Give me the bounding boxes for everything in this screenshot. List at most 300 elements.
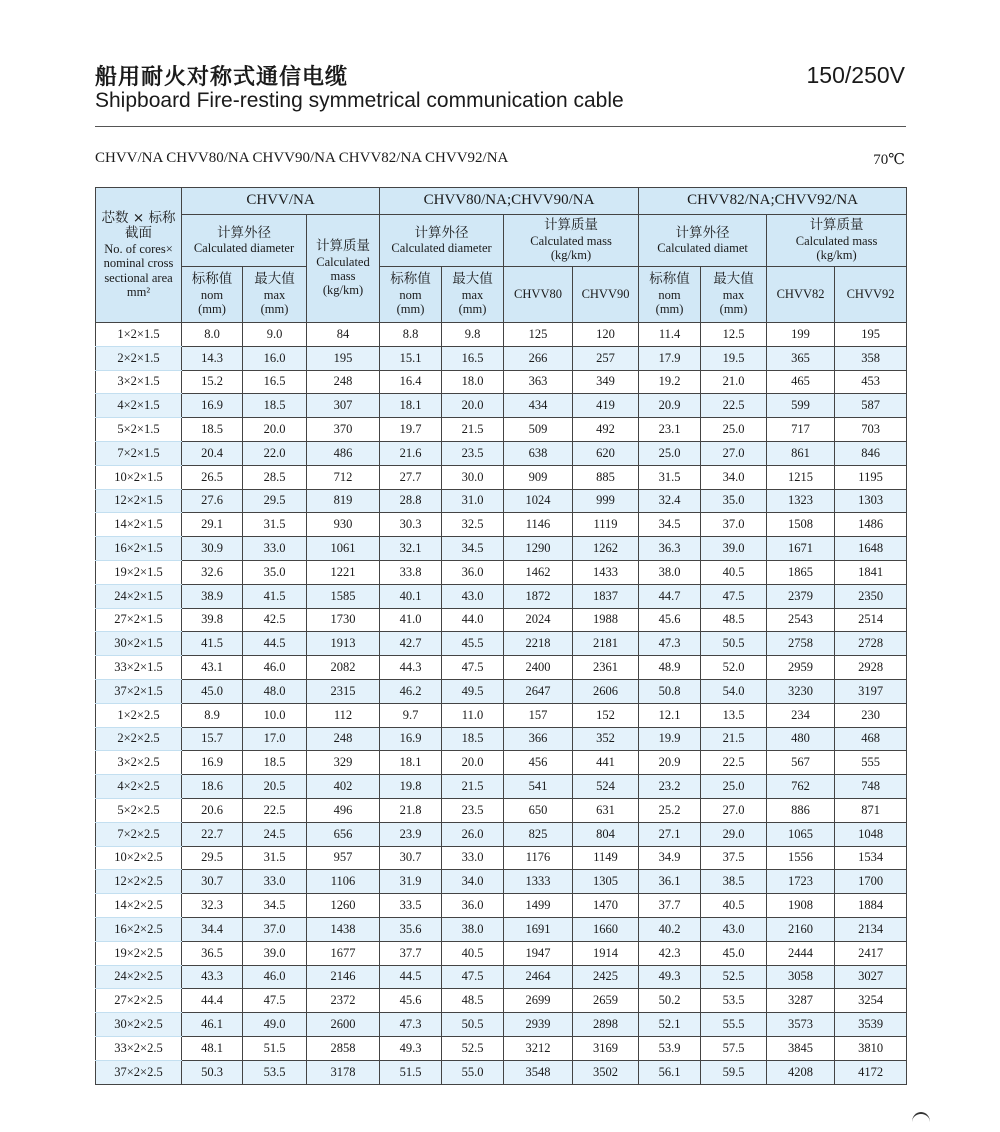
table-cell: 125: [504, 323, 573, 347]
table-cell: 33.0: [243, 870, 307, 894]
table-cell: 112: [307, 703, 380, 727]
table-cell: 40.1: [380, 584, 442, 608]
row-spec-cell: 5×2×1.5: [96, 418, 182, 442]
table-cell: 23.2: [639, 775, 701, 799]
table-cell: 1470: [573, 894, 639, 918]
table-cell: 1462: [504, 560, 573, 584]
row-spec-cell: 12×2×2.5: [96, 870, 182, 894]
table-cell: 22.7: [182, 822, 243, 846]
table-cell: 22.0: [243, 441, 307, 465]
row-spec-cell: 5×2×2.5: [96, 798, 182, 822]
table-row: [96, 703, 907, 727]
table-cell: 45.5: [442, 632, 504, 656]
table-cell: 20.0: [442, 751, 504, 775]
table-cell: 36.5: [182, 941, 243, 965]
table-cell: 48.0: [243, 679, 307, 703]
mass-header-2: [504, 215, 639, 267]
table-cell: 26.5: [182, 465, 243, 489]
table-cell: 47.5: [442, 656, 504, 680]
table-row: [96, 679, 907, 703]
model-list: CHVV/NA CHVV80/NA CHVV90/NA CHVV82/NA CHVV92/NA: [95, 150, 509, 166]
table-cell: 2464: [504, 965, 573, 989]
table-cell: 29.1: [182, 513, 243, 537]
table-cell: 909: [504, 465, 573, 489]
table-row: [96, 1036, 907, 1060]
table-cell: 40.5: [442, 941, 504, 965]
table-row: [96, 727, 907, 751]
table-cell: 46.2: [380, 679, 442, 703]
row-spec-cell: 33×2×2.5: [96, 1036, 182, 1060]
table-row: [96, 798, 907, 822]
table-cell: 39.8: [182, 608, 243, 632]
mass-cn-2: 计算质量: [544, 217, 599, 234]
table-cell: 465: [767, 370, 835, 394]
table-cell: 3027: [835, 965, 907, 989]
table-cell: 930: [307, 513, 380, 537]
table-cell: 47.3: [380, 1013, 442, 1037]
table-cell: 18.5: [182, 418, 243, 442]
table-cell: 1913: [307, 632, 380, 656]
max-header-3: [701, 267, 767, 323]
table-cell: 120: [573, 323, 639, 347]
table-cell: 234: [767, 703, 835, 727]
table-cell: 30.9: [182, 537, 243, 561]
table-row: [96, 584, 907, 608]
table-row: [96, 989, 907, 1013]
table-cell: 47.5: [701, 584, 767, 608]
table-cell: 37.5: [701, 846, 767, 870]
table-cell: 48.9: [639, 656, 701, 680]
max-cn-1: 最大值: [254, 271, 295, 288]
table-cell: 40.2: [639, 917, 701, 941]
diameter-header-3: [639, 215, 767, 267]
table-cell: 34.0: [442, 870, 504, 894]
table-cell: 456: [504, 751, 573, 775]
table-cell: 1677: [307, 941, 380, 965]
table-cell: 32.4: [639, 489, 701, 513]
table-cell: 19.9: [639, 727, 701, 751]
table-cell: 1691: [504, 917, 573, 941]
table-cell: 2647: [504, 679, 573, 703]
table-cell: 3502: [573, 1060, 639, 1084]
nom-unit-3: (mm): [655, 302, 684, 317]
table-cell: 1290: [504, 537, 573, 561]
table-cell: 599: [767, 394, 835, 418]
table-cell: 40.5: [701, 560, 767, 584]
table-cell: 1195: [835, 465, 907, 489]
table-cell: 1146: [504, 513, 573, 537]
table-cell: 248: [307, 370, 380, 394]
table-cell: 2218: [504, 632, 573, 656]
table-cell: 19.2: [639, 370, 701, 394]
table-cell: 480: [767, 727, 835, 751]
table-row: [96, 323, 907, 347]
cores-section-en-1: No. of cores×: [104, 241, 173, 256]
table-cell: 2160: [767, 917, 835, 941]
table-cell: 37.7: [380, 941, 442, 965]
row-spec-cell: 27×2×2.5: [96, 989, 182, 1013]
max-cn-3: 最大值: [713, 271, 754, 288]
table-cell: 22.5: [243, 798, 307, 822]
table-cell: 49.3: [380, 1036, 442, 1060]
table-row: [96, 560, 907, 584]
mass-unit-1: (kg/km): [322, 283, 364, 298]
table-cell: 50.5: [442, 1013, 504, 1037]
row-spec-cell: 16×2×1.5: [96, 537, 182, 561]
table-cell: 2444: [767, 941, 835, 965]
table-cell: 199: [767, 323, 835, 347]
table-cell: 16.0: [243, 346, 307, 370]
nom-en-3: nom: [658, 287, 681, 302]
table-cell: 21.6: [380, 441, 442, 465]
nom-en-2: nom: [399, 287, 422, 302]
diameter-header-2: [380, 215, 504, 267]
max-header-1: [243, 267, 307, 323]
table-cell: 22.5: [701, 751, 767, 775]
table-cell: 712: [307, 465, 380, 489]
table-cell: 45.0: [182, 679, 243, 703]
table-cell: 41.0: [380, 608, 442, 632]
table-cell: 42.7: [380, 632, 442, 656]
table-cell: 32.5: [442, 513, 504, 537]
table-cell: 23.9: [380, 822, 442, 846]
table-cell: 54.0: [701, 679, 767, 703]
table-cell: 49.0: [243, 1013, 307, 1037]
table-cell: 2361: [573, 656, 639, 680]
mass-header-chvv: [307, 215, 380, 323]
table-cell: 2600: [307, 1013, 380, 1037]
row-spec-cell: 33×2×1.5: [96, 656, 182, 680]
table-cell: 419: [573, 394, 639, 418]
table-row: [96, 751, 907, 775]
table-cell: 38.9: [182, 584, 243, 608]
row-spec-cell: 10×2×2.5: [96, 846, 182, 870]
table-cell: 44.5: [380, 965, 442, 989]
table-cell: 22.5: [701, 394, 767, 418]
table-cell: 16.9: [380, 727, 442, 751]
table-cell: 620: [573, 441, 639, 465]
table-cell: 38.0: [442, 917, 504, 941]
table-cell: 9.8: [442, 323, 504, 347]
mass-cn-1: 计算质量: [316, 238, 370, 255]
table-cell: 21.8: [380, 798, 442, 822]
table-cell: 871: [835, 798, 907, 822]
table-cell: 1508: [767, 513, 835, 537]
diameter-cn-2: 计算外径: [414, 224, 469, 241]
table-cell: 48.5: [701, 608, 767, 632]
table-row: [96, 513, 907, 537]
sub-col-chvv90: CHVV90: [573, 267, 639, 323]
spec-table: [95, 187, 907, 1085]
row-spec-cell: 7×2×1.5: [96, 441, 182, 465]
table-cell: 38.5: [701, 870, 767, 894]
table-cell: 195: [835, 323, 907, 347]
table-cell: 32.3: [182, 894, 243, 918]
table-cell: 37.0: [701, 513, 767, 537]
table-header: [96, 188, 907, 323]
table-cell: 46.1: [182, 1013, 243, 1037]
table-cell: 25.0: [701, 775, 767, 799]
table-row: [96, 1013, 907, 1037]
table-cell: 1149: [573, 846, 639, 870]
table-row: [96, 489, 907, 513]
table-cell: 1438: [307, 917, 380, 941]
table-cell: 20.9: [639, 394, 701, 418]
table-cell: 30.3: [380, 513, 442, 537]
table-cell: 2928: [835, 656, 907, 680]
table-cell: 47.5: [442, 965, 504, 989]
sub-col-chvv92: CHVV92: [835, 267, 907, 323]
table-cell: 329: [307, 751, 380, 775]
table-cell: 30.7: [380, 846, 442, 870]
group-header-chvv: CHVV/NA: [182, 188, 380, 215]
table-cell: 35.0: [701, 489, 767, 513]
table-cell: 748: [835, 775, 907, 799]
table-row: [96, 346, 907, 370]
table-cell: 30.0: [442, 465, 504, 489]
table-cell: 434: [504, 394, 573, 418]
table-cell: 20.4: [182, 441, 243, 465]
table-cell: 33.8: [380, 560, 442, 584]
table-cell: 638: [504, 441, 573, 465]
row-spec-cell: 2×2×2.5: [96, 727, 182, 751]
table-cell: 25.0: [701, 418, 767, 442]
mass-unit-3: (kg/km): [816, 248, 857, 263]
table-cell: 49.3: [639, 965, 701, 989]
table-cell: 35.6: [380, 917, 442, 941]
table-cell: 152: [573, 703, 639, 727]
table-cell: 402: [307, 775, 380, 799]
row-spec-cell: 27×2×1.5: [96, 608, 182, 632]
table-cell: 2379: [767, 584, 835, 608]
table-cell: 2146: [307, 965, 380, 989]
table-row: [96, 632, 907, 656]
table-cell: 358: [835, 346, 907, 370]
table-cell: 15.1: [380, 346, 442, 370]
table-cell: 39.0: [243, 941, 307, 965]
table-cell: 26.0: [442, 822, 504, 846]
table-cell: 10.0: [243, 703, 307, 727]
table-cell: 17.0: [243, 727, 307, 751]
table-cell: 2728: [835, 632, 907, 656]
table-cell: 31.9: [380, 870, 442, 894]
table-row: [96, 370, 907, 394]
table-cell: 51.5: [380, 1060, 442, 1084]
table-cell: 2350: [835, 584, 907, 608]
table-cell: 3178: [307, 1060, 380, 1084]
table-cell: 29.5: [243, 489, 307, 513]
table-cell: 17.9: [639, 346, 701, 370]
table-row: [96, 608, 907, 632]
table-cell: 1106: [307, 870, 380, 894]
table-cell: 861: [767, 441, 835, 465]
table-cell: 1260: [307, 894, 380, 918]
table-cell: 34.5: [243, 894, 307, 918]
table-cell: 195: [307, 346, 380, 370]
table-cell: 717: [767, 418, 835, 442]
table-cell: 567: [767, 751, 835, 775]
table-cell: 509: [504, 418, 573, 442]
table-cell: 1671: [767, 537, 835, 561]
table-cell: 27.1: [639, 822, 701, 846]
table-cell: 1908: [767, 894, 835, 918]
table-cell: 4172: [835, 1060, 907, 1084]
diameter-en-3: Calculated diamet: [657, 241, 748, 256]
row-spec-cell: 4×2×2.5: [96, 775, 182, 799]
table-cell: 1433: [573, 560, 639, 584]
table-cell: 52.5: [701, 965, 767, 989]
sub-col-chvv82: CHVV82: [767, 267, 835, 323]
table-row: [96, 1060, 907, 1084]
table-cell: 44.4: [182, 989, 243, 1013]
max-en-3: max: [722, 287, 745, 302]
table-cell: 804: [573, 822, 639, 846]
table-cell: 957: [307, 846, 380, 870]
table-cell: 47.5: [243, 989, 307, 1013]
row-spec-cell: 2×2×1.5: [96, 346, 182, 370]
table-cell: 36.3: [639, 537, 701, 561]
table-cell: 27.7: [380, 465, 442, 489]
table-cell: 18.1: [380, 751, 442, 775]
table-cell: 11.4: [639, 323, 701, 347]
table-cell: 1660: [573, 917, 639, 941]
table-cell: 366: [504, 727, 573, 751]
table-cell: 886: [767, 798, 835, 822]
table-cell: 2372: [307, 989, 380, 1013]
table-cell: 541: [504, 775, 573, 799]
table-cell: 52.0: [701, 656, 767, 680]
mass-en-1b: mass: [330, 269, 356, 284]
max-unit-3: (mm): [719, 302, 748, 317]
row-spec-cell: 30×2×1.5: [96, 632, 182, 656]
table-cell: 1119: [573, 513, 639, 537]
table-row: [96, 418, 907, 442]
table-cell: 23.1: [639, 418, 701, 442]
table-cell: 2134: [835, 917, 907, 941]
table-row: [96, 965, 907, 989]
nom-cn-1: 标称值: [191, 271, 233, 288]
table-cell: 59.5: [701, 1060, 767, 1084]
table-cell: 1648: [835, 537, 907, 561]
table-cell: 3539: [835, 1013, 907, 1037]
table-cell: 1323: [767, 489, 835, 513]
table-cell: 44.3: [380, 656, 442, 680]
table-cell: 16.9: [182, 394, 243, 418]
row-spec-cell: 3×2×2.5: [96, 751, 182, 775]
table-cell: 365: [767, 346, 835, 370]
table-cell: 2858: [307, 1036, 380, 1060]
max-cn-2: 最大值: [452, 271, 493, 288]
table-cell: 2543: [767, 608, 835, 632]
table-cell: 4208: [767, 1060, 835, 1084]
table-cell: 27.0: [701, 441, 767, 465]
table-cell: 3810: [835, 1036, 907, 1060]
table-cell: 21.0: [701, 370, 767, 394]
table-cell: 825: [504, 822, 573, 846]
table-cell: 248: [307, 727, 380, 751]
table-row: [96, 465, 907, 489]
table-cell: 2939: [504, 1013, 573, 1037]
table-cell: 50.3: [182, 1060, 243, 1084]
table-cell: 31.5: [243, 513, 307, 537]
table-row: [96, 441, 907, 465]
table-cell: 1048: [835, 822, 907, 846]
table-cell: 11.0: [442, 703, 504, 727]
voltage-rating: 150/250V: [806, 62, 905, 88]
table-cell: 885: [573, 465, 639, 489]
table-cell: 27.0: [701, 798, 767, 822]
nom-header-1: [182, 267, 243, 323]
table-cell: 37.0: [243, 917, 307, 941]
table-cell: 50.5: [701, 632, 767, 656]
table-row: [96, 870, 907, 894]
cores-section-cn: 芯数 × 标称截面: [101, 209, 176, 242]
page-corner-mark: [912, 1112, 930, 1132]
table-cell: 21.5: [442, 418, 504, 442]
table-cell: 36.0: [442, 560, 504, 584]
mass-unit-2: (kg/km): [550, 248, 592, 263]
table-row: [96, 917, 907, 941]
table-cell: 3287: [767, 989, 835, 1013]
table-cell: 1700: [835, 870, 907, 894]
mass-en-2: Calculated mass: [530, 233, 612, 248]
table-cell: 41.5: [243, 584, 307, 608]
table-cell: 16.4: [380, 370, 442, 394]
table-cell: 16.5: [243, 370, 307, 394]
diameter-en-1: Calculated diameter: [193, 241, 295, 256]
table-cell: 31.0: [442, 489, 504, 513]
cores-section-en-2: nominal cross: [103, 256, 174, 271]
table-cell: 32.1: [380, 537, 442, 561]
table-cell: 20.0: [442, 394, 504, 418]
table-cell: 37.7: [639, 894, 701, 918]
table-cell: 656: [307, 822, 380, 846]
table-cell: 1333: [504, 870, 573, 894]
mass-en-3: Calculated mass: [795, 233, 878, 248]
table-cell: 230: [835, 703, 907, 727]
table-cell: 15.2: [182, 370, 243, 394]
row-spec-cell: 3×2×1.5: [96, 370, 182, 394]
table-cell: 3058: [767, 965, 835, 989]
table-cell: 157: [504, 703, 573, 727]
table-cell: 31.5: [243, 846, 307, 870]
table-cell: 45.6: [639, 608, 701, 632]
row-spec-cell: 14×2×1.5: [96, 513, 182, 537]
table-cell: 2400: [504, 656, 573, 680]
table-cell: 1176: [504, 846, 573, 870]
table-cell: 53.5: [701, 989, 767, 1013]
table-cell: 44.0: [442, 608, 504, 632]
table-cell: 31.5: [639, 465, 701, 489]
table-cell: 49.5: [442, 679, 504, 703]
table-cell: 555: [835, 751, 907, 775]
table-cell: 44.7: [639, 584, 701, 608]
row-spec-cell: 19×2×2.5: [96, 941, 182, 965]
table-cell: 2699: [504, 989, 573, 1013]
table-cell: 2417: [835, 941, 907, 965]
nom-en-1: nom: [200, 287, 224, 302]
table-cell: 370: [307, 418, 380, 442]
table-cell: 524: [573, 775, 639, 799]
cores-section-en-3: sectional area: [104, 270, 173, 285]
nom-unit-1: (mm): [198, 302, 226, 317]
table-cell: 1947: [504, 941, 573, 965]
table-cell: 762: [767, 775, 835, 799]
page-title-english: Shipboard Fire-resting symmetrical communication cable: [95, 89, 624, 112]
table-cell: 1585: [307, 584, 380, 608]
table-cell: 47.3: [639, 632, 701, 656]
table-cell: 48.1: [182, 1036, 243, 1060]
